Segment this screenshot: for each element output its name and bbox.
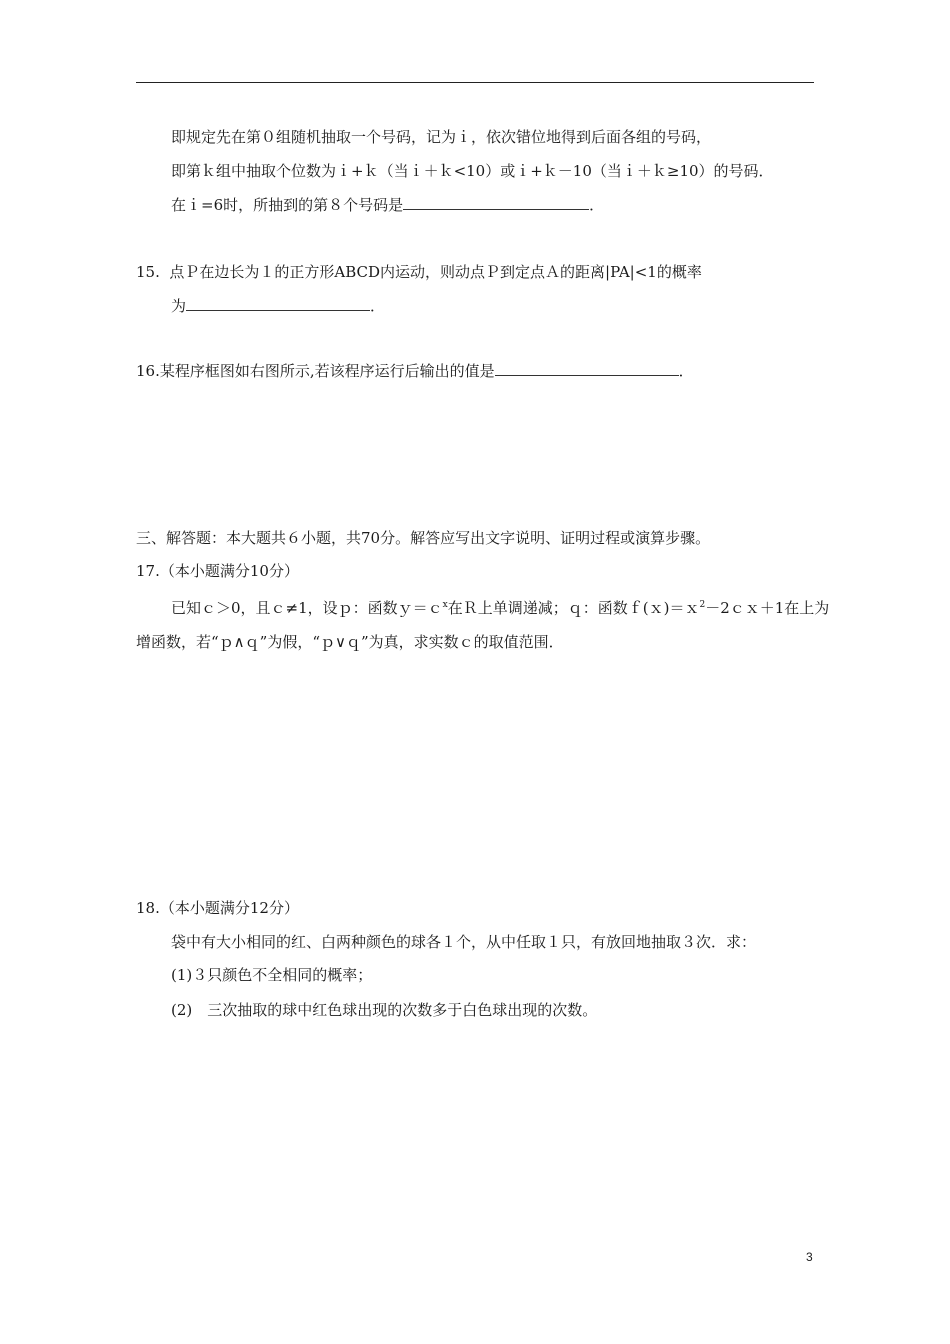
q14-continuation-line-2: 即第ｋ组中抽取个位数为ｉ+ｋ（当ｉ＋ｋ<10）或ｉ+ｋ－10（当ｉ＋ｋ≥10）的号码．: [171, 162, 774, 180]
q15-line-1: [136, 262, 702, 282]
q16-text: 16.某程序框图如右图所示,若该程序运行后输出的值是: [136, 362, 495, 380]
q18-line-1: 袋中有大小相同的红、白两种颜色的球各１个，从中任取１只，有放回地抽取３次．求：: [171, 933, 757, 951]
q16-period: ．: [678, 362, 694, 380]
q15-prompt: 为: [171, 297, 187, 315]
q17-title: 17.（本小题满分10分）: [136, 562, 299, 580]
q15-period: ．: [370, 297, 386, 315]
page-number: 3: [806, 1250, 813, 1264]
q14-continuation-line-3: [171, 195, 604, 215]
q14-continuation-line-1: 即规定先在第０组随机抽取一个号码，记为ｉ，依次错位地得到后面各组的号码，: [171, 128, 712, 146]
q18-title: 18.（本小题满分12分）: [136, 899, 299, 917]
q16-line: [136, 361, 694, 381]
q15-text: 点Ｐ在边长为１的正方形ABCD内运动，则动点Ｐ到定点Ａ的距离|PA|<1的概率: [169, 263, 702, 281]
q17-text-a: 已知ｃ＞0，且ｃ≠1，设ｐ：函数ｙ＝ｃ: [171, 599, 443, 617]
q14-answer-blank: [403, 195, 589, 210]
q17-text-c: －2ｃｘ＋1在上为: [705, 599, 830, 617]
q18-item-2: (2) 三次抽取的球中红色球出现的次数多于白色球出现的次数。: [171, 1001, 598, 1019]
q17-line-2: 增函数，若“ｐ∧ｑ”为假，“ｐ∨ｑ”为真，求实数ｃ的取值范围．: [136, 633, 564, 651]
q16-answer-blank: [495, 361, 679, 376]
q15-line-2: [171, 296, 385, 316]
q15-answer-blank: [186, 296, 370, 311]
section-3-heading: 三、解答题：本大题共６小题，共70分。解答应写出文字说明、证明过程或演算步骤。: [136, 529, 711, 547]
q17-text-b: 在Ｒ上单调递减；ｑ：函数ｆ(ｘ)＝ｘ: [447, 599, 700, 617]
q14-period: ．: [589, 196, 605, 214]
q17-sup-x: x: [442, 600, 448, 610]
q17-sup-2: 2: [699, 600, 706, 610]
q14-prompt: 在ｉ=6时，所抽到的第８个号码是: [171, 196, 404, 214]
q17-line-1: [171, 595, 829, 618]
q18-item-1: (1)３只颜色不全相同的概率；: [171, 966, 373, 984]
q15-number: 15.: [136, 263, 160, 281]
header-rule: [136, 82, 814, 83]
